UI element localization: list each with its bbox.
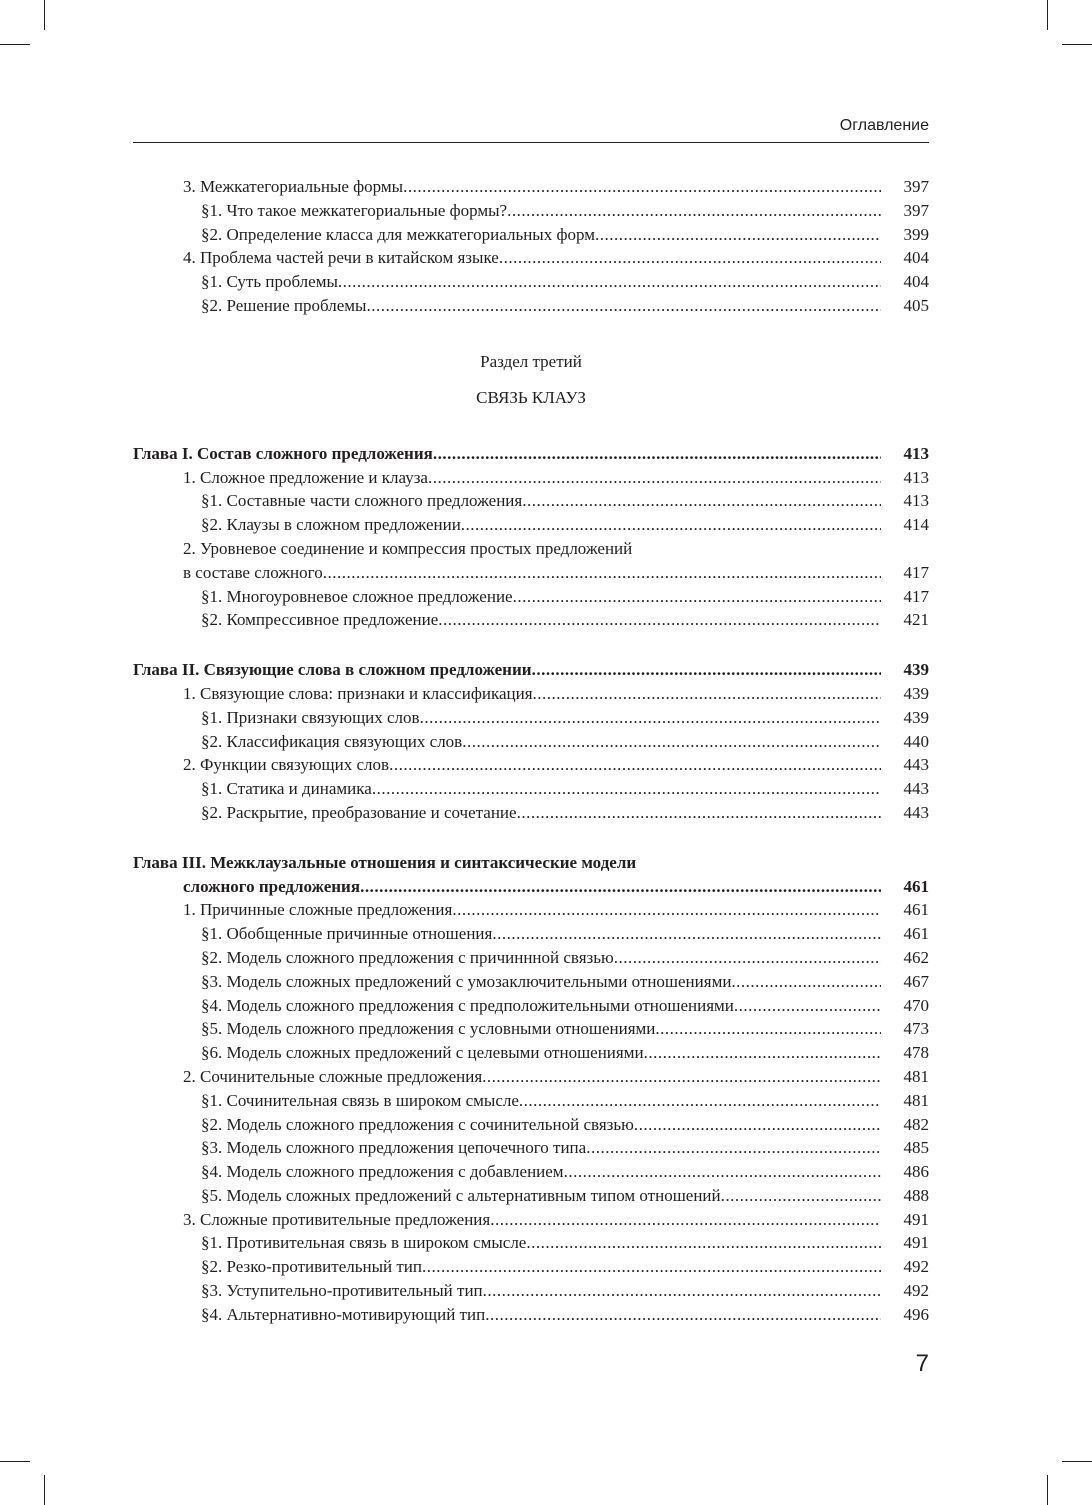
toc-entry[interactable] [133,175,929,199]
toc-entry-title: §3. Уступительно-противительный тип [201,1281,483,1301]
toc-entry-page: 421 [903,610,929,630]
toc-entry-title: 2. Сочинительные сложные предложения [183,1066,483,1086]
running-head: Оглавление [839,117,929,134]
toc-entry[interactable] [133,513,929,537]
dot-leader [533,682,881,706]
toc-entry-page: 470 [903,995,929,1015]
toc-entry-page: 461 [903,924,929,944]
toc-entry[interactable] [133,466,929,490]
dot-leader [499,246,881,270]
toc-entry-title: §5. Модель сложных предложений с альтернативным типом отношений [201,1185,721,1205]
crop-mark [0,44,30,45]
toc-entry-title: §1. Противительная связь в широком смысле [201,1233,527,1253]
toc-entry[interactable] [133,489,929,513]
dot-leader [517,801,881,825]
crop-mark [1047,0,1048,30]
toc-entry[interactable] [133,294,929,318]
toc-entry[interactable] [133,851,929,875]
dot-leader [614,946,881,970]
dot-leader [595,223,881,247]
toc-entry-title: §2. Компрессивное предложение [201,610,439,630]
crop-mark [1047,1475,1048,1505]
toc-entry-title: в составе сложного [183,562,323,582]
toc-entry[interactable] [133,898,929,922]
toc-entry-title: §1. Составные части сложного предложения [201,491,523,511]
crop-mark [44,0,45,30]
toc-entry-title: §2. Резко-противительный тип [201,1257,422,1277]
toc-entry-title: 1. Причинные сложные предложения [183,900,453,920]
toc-entry-title: §2. Модель сложного предложения с сочинительной связью [201,1114,634,1134]
toc-entry-page: 413 [903,491,929,511]
dot-leader [532,658,881,682]
toc-entry[interactable] [133,223,929,247]
toc-entry-page: 404 [903,248,929,268]
toc-entry-page: 486 [903,1162,929,1182]
toc-entry-title: §2. Модель сложного предложения с причиннной связью [201,947,614,967]
toc-entry[interactable] [133,1089,929,1113]
dot-leader [461,513,881,537]
dot-leader [522,489,881,513]
toc-entry-title: 2. Функции связующих слов [183,755,390,775]
toc-entry[interactable] [133,706,929,730]
toc-entry-title: 2. Уровневое соединение и компрессия простых предложений [183,538,633,558]
dot-leader [644,1041,881,1065]
toc-entry-page: 482 [903,1114,929,1134]
toc-entry[interactable] [133,1113,929,1137]
toc-entry-title: 1. Сложное предложение и клауза [183,467,428,487]
section-heading: Раздел третий [480,351,582,371]
toc-entry-title: сложного предложения [183,876,361,896]
dot-leader [519,1089,881,1113]
dot-leader [490,1208,881,1232]
toc-entry-title: §4. Модель сложного предложения с добавлением [201,1162,564,1182]
toc-entry-page: 443 [903,779,929,799]
toc-entry[interactable] [133,1208,929,1232]
toc-entry-page: 492 [903,1281,929,1301]
dot-leader [526,1231,881,1255]
toc-entry-page: 439 [903,660,929,680]
toc-entry-title: 1. Связующие слова: признаки и классификация [183,683,533,703]
toc-entry[interactable] [133,270,929,294]
toc-entry-page: 397 [903,200,929,220]
toc-entry-title: §5. Модель сложного предложения с условными отношениями [201,1019,656,1039]
toc-entry-title: §1. Обобщенные причинные отношения [201,924,493,944]
dot-leader [452,898,881,922]
dot-leader [485,1303,881,1327]
toc-entry-page: 404 [903,272,929,292]
toc-entry[interactable] [133,1136,929,1160]
dot-leader [655,1017,881,1041]
toc-entry-title: §1. Что такое межкатегориальные формы? [201,200,508,220]
dot-leader [433,442,881,466]
toc-entry[interactable] [133,946,929,970]
toc-entry-page: 481 [903,1066,929,1086]
toc-entry-page: 481 [903,1090,929,1110]
toc-entry-page: 405 [903,295,929,315]
page-number: 7 [915,1350,929,1377]
toc-entry[interactable] [133,442,929,466]
toc-entry[interactable] [133,1184,929,1208]
toc-entry-page: 439 [903,707,929,727]
crop-mark [1062,44,1092,45]
spacer [133,632,929,658]
spacer [133,318,929,344]
toc-entry-page: 399 [903,224,929,244]
toc-entry[interactable] [133,1231,929,1255]
toc-entry-title: §1. Статика и динамика [201,779,372,799]
dot-leader [462,730,881,754]
toc-entry[interactable] [133,1279,929,1303]
toc-entry[interactable] [133,561,929,585]
toc-entry-title: §2. Определение класса для межкатегориальных форм [201,224,595,244]
toc-entry-title: §4. Модель сложного предложения с предположительными отношениями [201,995,734,1015]
dot-leader [482,1065,881,1089]
toc-entry-page: 413 [903,443,929,463]
toc-entry[interactable] [133,608,929,632]
toc-entry-page: 478 [903,1043,929,1063]
toc-entry[interactable] [133,1041,929,1065]
toc-entry-page: 443 [903,755,929,775]
dot-leader [586,1136,881,1160]
toc-entry-page: 467 [903,971,929,991]
dot-leader [564,1160,881,1184]
toc-entry-page: 485 [903,1138,929,1158]
toc-entry-title: §2. Раскрытие, преобразование и сочетание [201,802,517,822]
toc-entry-page: 417 [903,586,929,606]
dot-leader [721,1184,881,1208]
toc-entry-page: 413 [903,467,929,487]
dot-leader [372,777,881,801]
toc-entry[interactable] [133,970,929,994]
toc-entry-title: §6. Модель сложных предложений с целевыми отношениями [201,1043,644,1063]
dot-leader [507,199,881,223]
section-heading: СВЯЗЬ КЛАУЗ [476,387,586,407]
toc-entry[interactable] [133,777,929,801]
toc-entry-page: 440 [903,731,929,751]
spacer [133,825,929,851]
dot-leader [634,1113,881,1137]
toc-entry-page: 462 [903,947,929,967]
dot-leader [389,753,881,777]
toc-entry[interactable] [133,994,929,1018]
toc-entry-title: §2. Решение проблемы [201,295,367,315]
toc-entry[interactable] [133,1017,929,1041]
toc-entry[interactable] [133,1303,929,1327]
toc-entry-page: 473 [903,1019,929,1039]
toc-entry-title: §2. Клаузы в сложном предложении [201,515,461,535]
toc-entry-page: 439 [903,683,929,703]
crop-mark [1062,1461,1092,1462]
toc-entry[interactable] [133,1255,929,1279]
toc-entry[interactable] [133,682,929,706]
toc-entry[interactable] [133,875,929,899]
toc-entry-title: 4. Проблема частей речи в китайском языке [183,248,499,268]
toc-entry[interactable] [133,753,929,777]
toc-entry-title: Глава III. Межклаузальные отношения и синтаксические модели [133,852,637,872]
toc-entry[interactable] [133,658,929,682]
toc-entry-title: §1. Признаки связующих слов [201,707,420,727]
dot-leader [734,994,881,1018]
dot-leader [323,561,881,585]
toc-entry-title: 3. Межкатегориальные формы [183,177,404,196]
toc-entry-title: §2. Классификация связующих слов [201,731,463,751]
toc-entry[interactable] [133,199,929,223]
dot-leader [438,608,881,632]
toc-entry-title: §1. Многоуровневое сложное предложение [201,586,513,606]
toc-entry[interactable] [133,730,929,754]
toc-entry-page: 488 [903,1185,929,1205]
toc-entry-title: §1. Сочинительная связь в широком смысле [201,1090,519,1110]
toc-entry-title: 3. Сложные противительные предложения [183,1209,491,1229]
toc-entry[interactable] [133,246,929,270]
header-rule [133,142,929,143]
dot-leader [422,1255,881,1279]
toc-entry-page: 443 [903,802,929,822]
toc-entry[interactable] [133,1065,929,1089]
toc-entry[interactable] [133,585,929,609]
toc-entry-title: §1. Суть проблемы [201,272,338,292]
toc-entry-title: Глава I. Состав сложного предложения [133,443,433,463]
toc-entry-page: 461 [903,876,929,896]
toc-entry-title: §3. Модель сложных предложений с умозаключительными отношениями [201,971,732,991]
table-of-contents [133,175,929,1327]
toc-entry-title: §4. Альтернативно-мотивирующий тип [201,1304,486,1324]
dot-leader [338,270,881,294]
crop-mark [44,1475,45,1505]
toc-entry-page: 491 [903,1233,929,1253]
dot-leader [492,922,881,946]
toc-entry-page: 492 [903,1257,929,1277]
dot-leader [483,1279,881,1303]
dot-leader [403,175,881,199]
toc-entry[interactable] [133,922,929,946]
toc-entry-title: Глава II. Связующие слова в сложном предложении [133,660,532,680]
toc-entry-page: 397 [903,177,929,196]
toc-entry-page: 491 [903,1209,929,1229]
toc-entry[interactable] [133,537,929,561]
dot-leader [420,706,881,730]
toc-entry-page: 461 [903,900,929,920]
toc-entry-page: 496 [903,1304,929,1324]
toc-entry-title: §3. Модель сложного предложения цепочечного типа [201,1138,587,1158]
dot-leader [428,466,881,490]
dot-leader [731,970,881,994]
dot-leader [360,875,881,899]
dot-leader [366,294,881,318]
crop-mark [0,1461,30,1462]
dot-leader [513,585,881,609]
toc-entry[interactable] [133,1160,929,1184]
spacer [133,416,929,442]
toc-entry-page: 414 [903,515,929,535]
toc-entry-page: 417 [903,562,929,582]
toc-entry[interactable] [133,801,929,825]
